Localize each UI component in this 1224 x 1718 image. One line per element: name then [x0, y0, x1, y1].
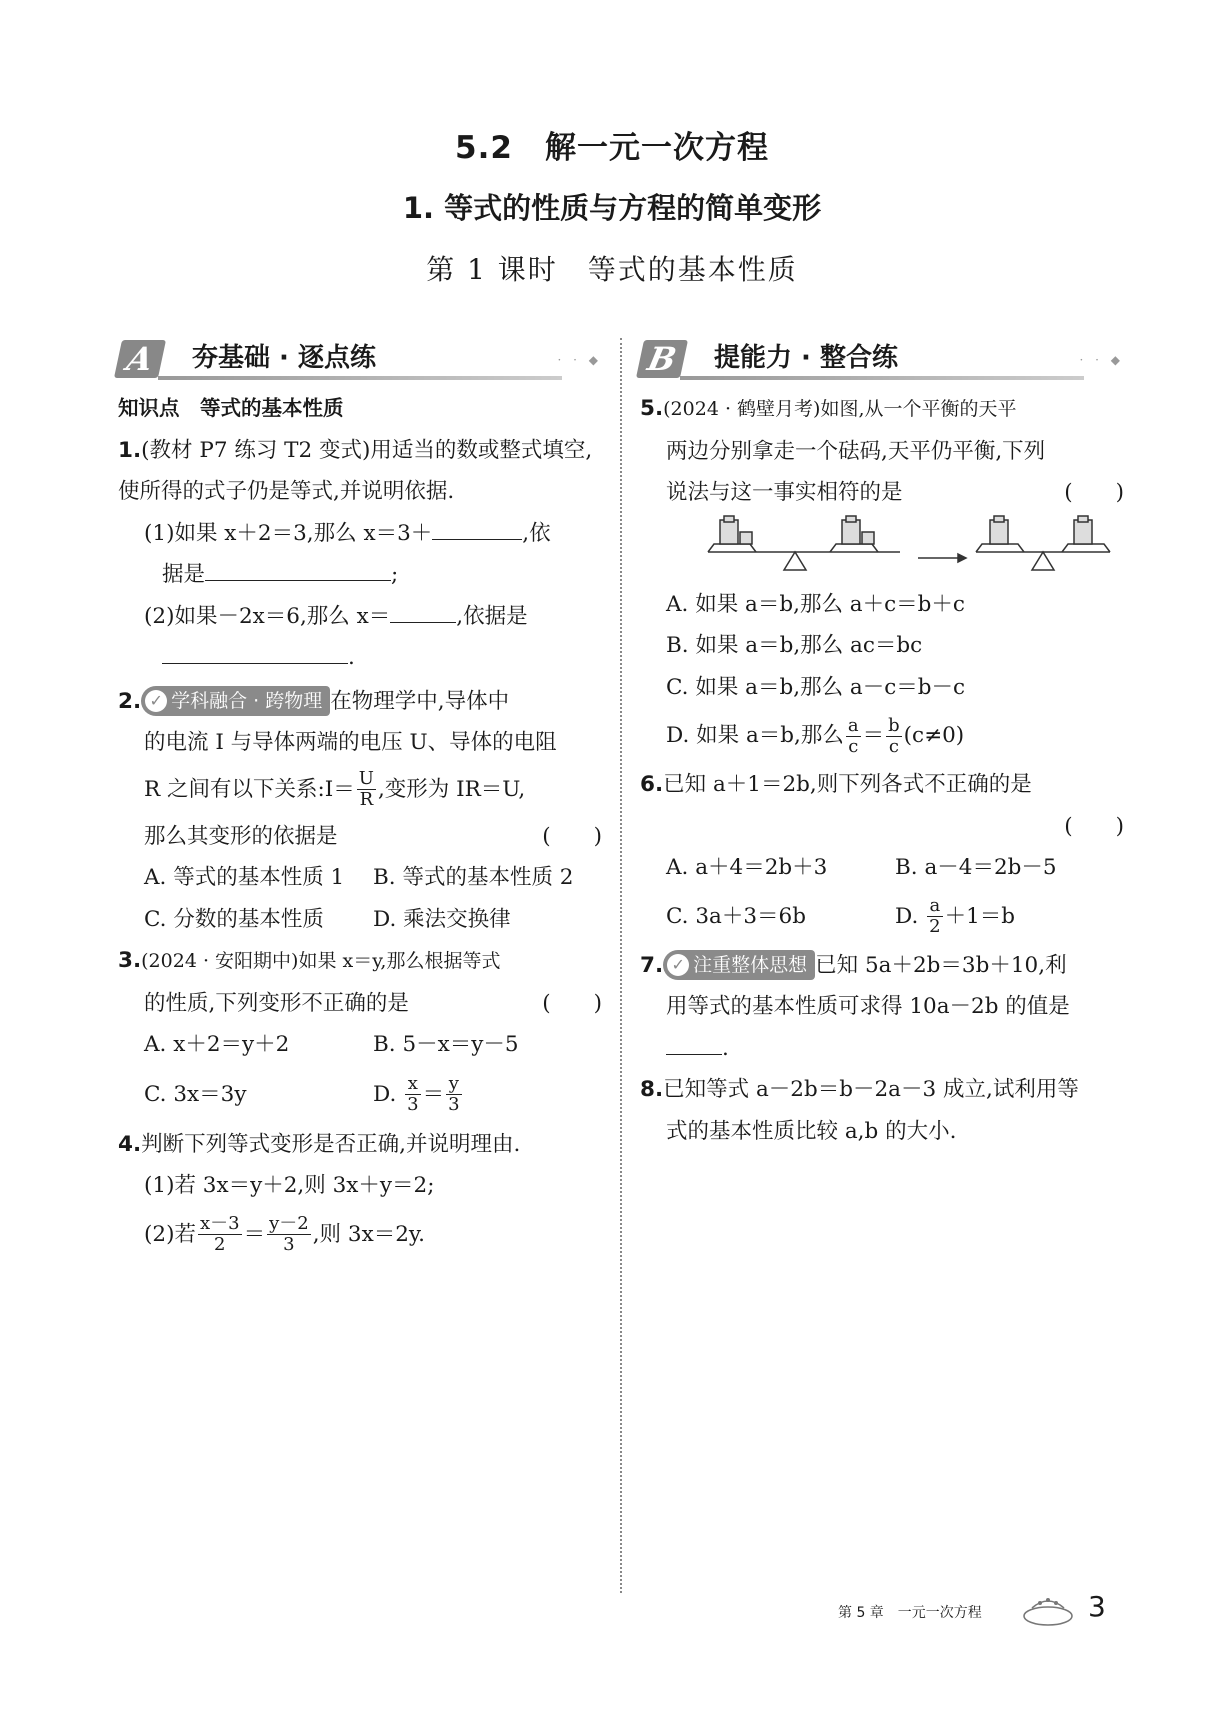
- q4-part2-text2: ,则 3x＝2y.: [312, 1221, 425, 1247]
- option-d-condition: (c≠0): [903, 723, 965, 748]
- question-text: .: [722, 1035, 729, 1061]
- fraction: [927, 896, 942, 937]
- fraction-numerator: U: [358, 768, 374, 789]
- fraction-denominator: 3: [283, 1234, 295, 1255]
- question-text: 两边分别拿走一个砝码,天平仍平衡,下列: [666, 438, 1046, 464]
- answer-blank[interactable]: [205, 554, 391, 581]
- question-text: (教材 P7 练习 T2 变式)用适当的数或整式填空,使所得的式子仍是等式,并说明依据.: [118, 437, 593, 504]
- option-d[interactable]: [640, 708, 1124, 764]
- balance-scale-diagram: [700, 514, 1120, 584]
- fraction: [405, 1074, 420, 1115]
- question-5: [640, 388, 1124, 431]
- fraction-numerator: x: [405, 1074, 420, 1095]
- q1-part2-cont: [118, 637, 602, 679]
- option-b[interactable]: B. 如果 a＝b,那么 ac＝bc: [666, 633, 923, 658]
- equals-sign: ＝: [243, 1221, 266, 1247]
- question-text: 式的基本性质比较 a,b 的大小.: [666, 1118, 957, 1144]
- fraction: [446, 1074, 461, 1115]
- section-a-title: 夯基础 · 逐点练: [192, 343, 376, 373]
- fraction-numerator: y: [446, 1074, 461, 1095]
- option-c[interactable]: C. 3x＝3y: [144, 1081, 247, 1107]
- answer-blank[interactable]: [432, 513, 522, 540]
- question-number: 3.: [118, 948, 142, 973]
- section-b-header: [640, 338, 1124, 382]
- question-text: 的电流 I 与导体两端的电压 U、导体的电阻: [144, 730, 557, 755]
- question-text: 已知等式 a－2b＝b－2a－3 成立,试利用等: [663, 1077, 1079, 1102]
- q1-part1-text3: 据是: [162, 562, 206, 587]
- q6-options-row2: [640, 889, 1124, 945]
- q3-ask: [118, 983, 602, 1025]
- option-b[interactable]: B. 等式的基本性质 2: [373, 865, 574, 890]
- option-d[interactable]: [373, 1066, 602, 1124]
- option-a[interactable]: A. 如果 a＝b,那么 a＋c＝b＋c: [666, 591, 965, 617]
- q7-blank-line: [640, 1028, 1124, 1070]
- question-text: R 之间有以下关系:I＝: [144, 776, 355, 802]
- fraction-denominator: c: [848, 735, 859, 757]
- q3-options-row1: [118, 1024, 602, 1066]
- question-text: 的性质,下列变形不正确的是: [144, 990, 409, 1016]
- q1-part2-text2: ,依据是: [456, 603, 528, 629]
- option-c[interactable]: C. 如果 a＝b,那么 a－c＝b－c: [666, 674, 966, 700]
- question-8: [640, 1069, 1124, 1111]
- q6-options-row1: [640, 847, 1124, 889]
- answer-blank[interactable]: [666, 1028, 722, 1055]
- q2-options-row2: [118, 899, 602, 941]
- publisher-logo-icon: [1022, 1596, 1074, 1626]
- fraction: [886, 716, 902, 757]
- section-a-header: [118, 338, 602, 382]
- q1-part1: [118, 513, 602, 555]
- decor-dots-icon: · · ◆: [1079, 353, 1124, 367]
- option-d[interactable]: D. 乘法交换律: [373, 906, 511, 932]
- option-d[interactable]: [895, 889, 1124, 945]
- section-b-title: 提能力 · 整合练: [714, 343, 898, 373]
- fraction-denominator: R: [359, 789, 374, 810]
- answer-paren[interactable]: ( ): [542, 823, 602, 849]
- q3-options-row2: [118, 1066, 602, 1124]
- question-number: 5.: [640, 396, 664, 421]
- check-icon: ✓: [667, 954, 689, 976]
- question-text: 判断下列等式变形是否正确,并说明理由.: [141, 1131, 521, 1157]
- option-d-label: D.: [373, 1081, 397, 1107]
- topic-tag: [663, 950, 815, 980]
- subsection-title: 1. 等式的性质与方程的简单变形: [402, 191, 822, 225]
- q1-part1-cont: [118, 554, 602, 596]
- option-c[interactable]: C. 分数的基本性质: [144, 906, 324, 932]
- option-a[interactable]: A. x＋2＝y＋2: [144, 1032, 290, 1057]
- answer-paren[interactable]: ( ): [1064, 813, 1124, 839]
- question-text: 那么其变形的依据是: [144, 823, 338, 849]
- section-title: 5.2 解一元一次方程: [455, 130, 769, 166]
- column-a: [118, 338, 602, 1263]
- option-b[interactable]: B. a－4＝2b－5: [895, 855, 1057, 880]
- answer-blank[interactable]: [162, 637, 348, 664]
- decor-dots-icon: · · ◆: [557, 353, 602, 367]
- section-b-badge: B: [636, 340, 688, 378]
- option-b[interactable]: B. 5－x＝y－5: [373, 1032, 519, 1057]
- question-number: 6.: [640, 772, 664, 797]
- q2-ask: [118, 816, 602, 858]
- fraction-denominator: 2: [214, 1234, 226, 1255]
- option-d-text: ＋1＝b: [944, 903, 1016, 929]
- fraction: [267, 1214, 311, 1255]
- question-1: [118, 430, 602, 513]
- question-3: [118, 940, 602, 983]
- fraction-numerator: y－2: [269, 1213, 309, 1234]
- balance-figure: [640, 514, 1124, 584]
- column-divider: [620, 338, 622, 1593]
- fraction-denominator: c: [888, 735, 899, 757]
- lesson-title: 第 1 课时 等式的基本性质: [426, 253, 798, 286]
- equals-sign: ＝: [862, 723, 885, 748]
- section-a-badge: A: [114, 340, 166, 378]
- question-text: (2024 · 鹤壁月考)如图,从一个平衡的天平: [663, 398, 1017, 420]
- knowledge-point: 知识点 等式的基本性质: [118, 396, 344, 420]
- page-number: 3: [1088, 1590, 1106, 1623]
- fraction-numerator: a: [927, 896, 942, 917]
- equals-sign: ＝: [422, 1081, 445, 1107]
- topic-tag: [141, 686, 330, 716]
- q1-part1-text: (1)如果 x＋2＝3,那么 x＝3＋: [144, 520, 433, 546]
- question-text: 在物理学中,导体中: [330, 688, 510, 714]
- question-text: (2024 · 安阳期中)如果 x＝y,那么根据等式: [141, 950, 501, 972]
- check-icon: ✓: [145, 690, 167, 712]
- q4-part2: [118, 1207, 602, 1263]
- q1-part2: [118, 596, 602, 638]
- q2-formula-line: [118, 764, 602, 816]
- question-text: 用等式的基本性质可求得 10a－2b 的值是: [666, 994, 1070, 1019]
- fraction-numerator: b: [888, 714, 900, 736]
- question-number: 7.: [640, 952, 664, 978]
- q2-options-row1: [118, 857, 602, 899]
- fraction: [357, 769, 376, 810]
- question-text: ,变形为 IR＝U,: [377, 776, 526, 802]
- topic-tag-label: 学科融合 · 跨物理: [171, 689, 323, 712]
- question-2: [118, 681, 602, 723]
- answer-paren[interactable]: ( ): [542, 990, 602, 1016]
- fraction-numerator: a: [847, 714, 859, 736]
- q1-part2-text3: .: [348, 645, 355, 670]
- question-number: 4.: [118, 1131, 142, 1157]
- q1-part1-text2: ,依: [522, 520, 551, 546]
- chapter-footer: 第 5 章 一元一次方程: [838, 1605, 982, 1621]
- fraction: [846, 716, 861, 757]
- question-number: 2.: [118, 688, 142, 714]
- topic-tag-label: 注重整体思想: [693, 953, 808, 976]
- fraction-denominator: 2: [929, 916, 941, 937]
- question-number: 1.: [118, 437, 142, 463]
- fraction: [198, 1214, 242, 1255]
- fraction-denominator: 3: [407, 1094, 419, 1115]
- answer-blank[interactable]: [390, 596, 456, 623]
- option-a[interactable]: A. 等式的基本性质 1: [144, 865, 345, 890]
- question-7: [640, 945, 1124, 987]
- option-d-label: D.: [895, 903, 919, 929]
- question-text: 已知 a＋1＝2b,则下列各式不正确的是: [663, 772, 1032, 797]
- option-a[interactable]: A. a＋4＝2b＋3: [666, 855, 828, 880]
- question-6: [640, 764, 1124, 806]
- fraction-numerator: x－3: [199, 1213, 240, 1234]
- q1-part1-text4: ;: [391, 562, 399, 587]
- fraction-denominator: 3: [448, 1094, 460, 1115]
- question-4: [118, 1124, 602, 1166]
- q4-part2-text: (2)若: [144, 1221, 196, 1247]
- q5-ask: [640, 472, 1124, 514]
- question-number: 8.: [640, 1077, 664, 1102]
- question-text: 说法与这一事实相符的是: [666, 480, 903, 505]
- q4-part1: (1)若 3x＝y＋2,则 3x＋y＝2;: [144, 1173, 435, 1198]
- option-c[interactable]: C. 3a＋3＝6b: [666, 903, 806, 929]
- option-d-text: D. 如果 a＝b,那么: [666, 723, 844, 748]
- question-text: 已知 5a＋2b＝3b＋10,利: [815, 952, 1067, 978]
- column-b: [640, 338, 1124, 1152]
- answer-paren[interactable]: ( ): [1064, 480, 1124, 505]
- q1-part2-text: (2)如果－2x＝6,那么 x＝: [144, 603, 391, 629]
